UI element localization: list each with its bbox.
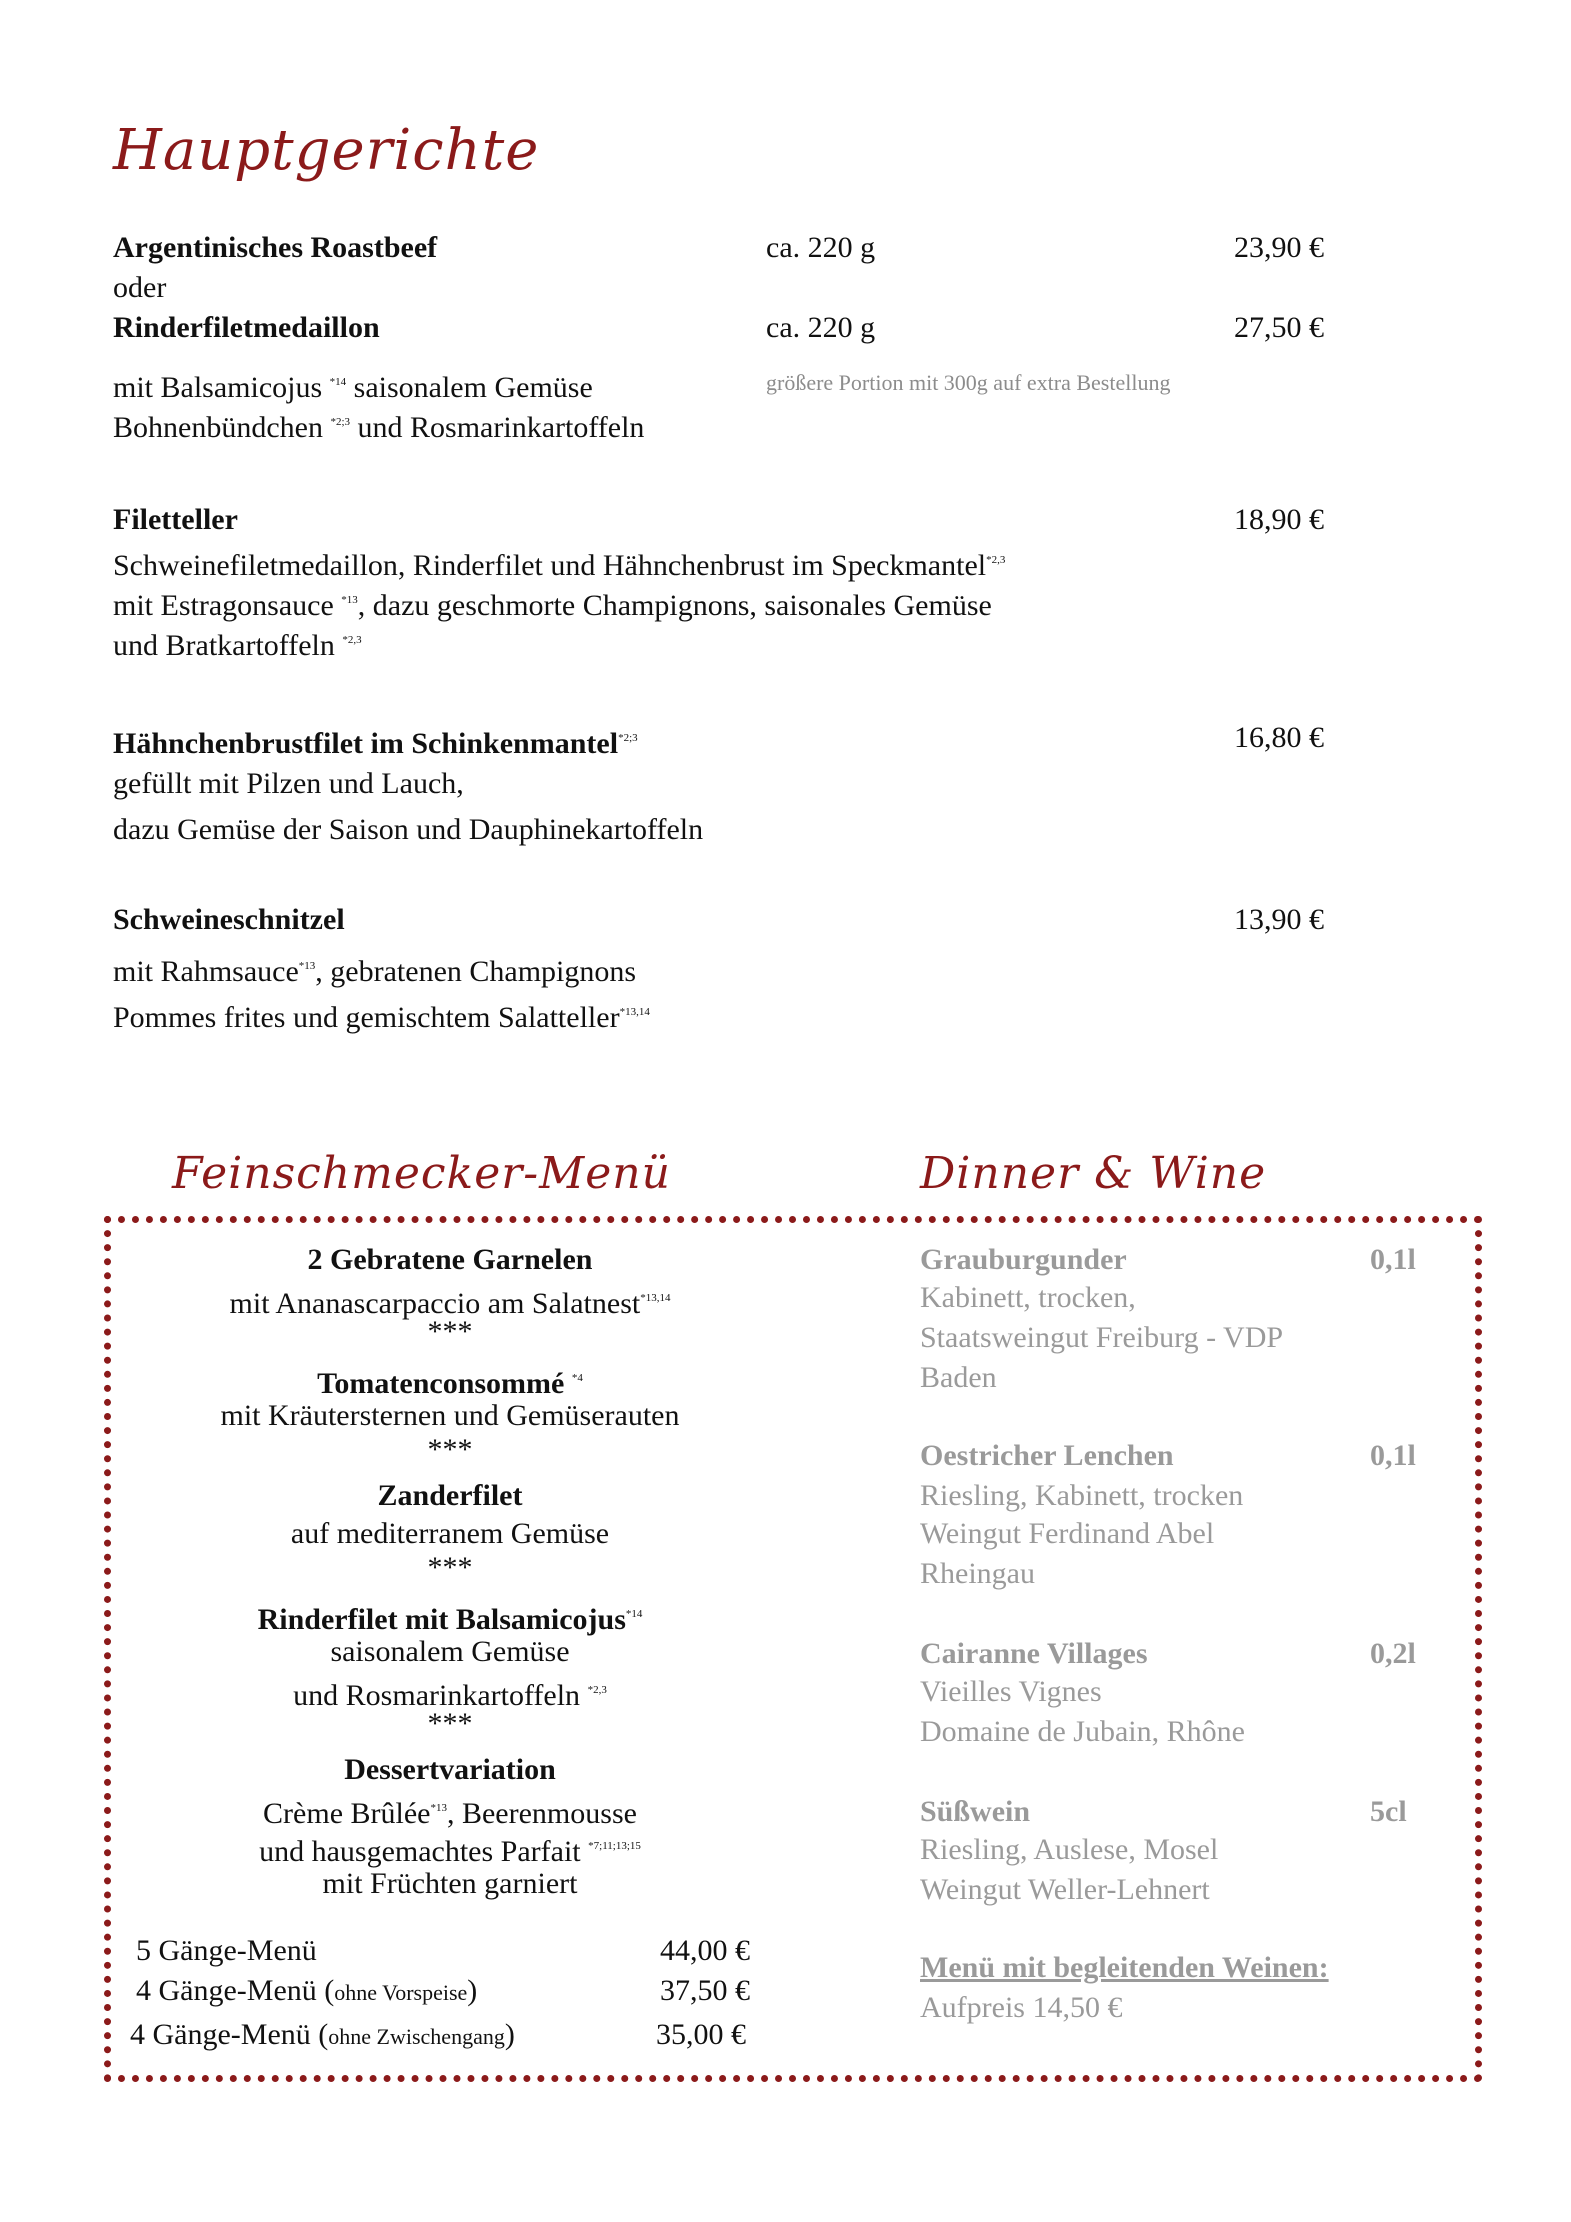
dish1-weight-a: ca. 220 g <box>766 231 876 264</box>
option3-note: ohne Zwischengang <box>328 2024 505 2049</box>
dish2-name: Filetteller <box>113 503 238 536</box>
dish1-note: größere Portion mit 300g auf extra Bestellung <box>766 370 1171 395</box>
allergen-mark: *13,14 <box>640 1292 671 1304</box>
dish4-desc-line2 <box>113 992 650 1038</box>
option2-close: ) <box>467 1974 478 2007</box>
option3-price: 35,00 € <box>656 2018 746 2051</box>
allergen-mark: *14 <box>625 1608 643 1620</box>
dish2-desc-line3 <box>113 620 362 666</box>
allergen-mark: *13 <box>341 594 358 606</box>
allergen-mark: *13,14 <box>619 1006 650 1018</box>
dish2-desc-2: mit Estragonsauce <box>113 589 334 622</box>
dish1-desc-line2 <box>113 402 644 448</box>
course3-desc: auf mediterranem Gemüse <box>290 1517 610 1550</box>
dish3-price: 16,80 € <box>1234 721 1324 754</box>
dish2-price: 18,90 € <box>1234 503 1324 536</box>
dish4-desc-1: mit Rahmsauce <box>113 955 299 988</box>
dish3-name: Hähnchenbrustfilet im Schinkenmantel <box>113 727 619 760</box>
wine-title: Dinner & Wine <box>920 1148 1267 1199</box>
dish1-price-a: 23,90 € <box>1234 231 1324 264</box>
separator-2: *** <box>427 1433 473 1466</box>
wine2-name: Oestricher Lenchen <box>920 1439 1174 1472</box>
option2-label <box>136 1974 477 2008</box>
option2-note: ohne Vorspeise <box>334 1980 468 2005</box>
dish2-desc-2b: , dazu geschmorte Champignons, saisonales Gemüse <box>357 589 992 622</box>
option2-price: 37,50 € <box>660 1974 750 2007</box>
allergen-mark: *13 <box>430 1802 447 1814</box>
wine2-line2: Weingut Ferdinand Abel <box>920 1517 1215 1550</box>
separator-3: *** <box>427 1551 473 1584</box>
dish3-desc-2: dazu Gemüse der Saison und Dauphinekartoffeln <box>113 813 704 846</box>
allergen-mark: *2,3 <box>587 1684 607 1696</box>
wine2-volume: 0,1l <box>1370 1439 1416 1472</box>
course5-desc-1a: Crème Brûlée <box>263 1797 431 1830</box>
wine1-line1: Kabinett, trocken, <box>920 1281 1136 1314</box>
dish3-name-line <box>113 718 638 764</box>
dish1-price-b: 27,50 € <box>1234 311 1324 344</box>
wine2-line3: Rheingau <box>920 1557 1035 1590</box>
course1-name: 2 Gebratene Garnelen <box>307 1243 593 1276</box>
course4-name: Rinderfilet mit Balsamicojus <box>257 1603 626 1636</box>
allergen-mark: *2,3 <box>342 634 362 646</box>
dish1-desc-2b: und Rosmarinkartoffeln <box>357 411 645 444</box>
wine4-line1: Riesling, Auslese, Mosel <box>920 1833 1219 1866</box>
course3-name: Zanderfilet <box>377 1479 523 1512</box>
allergen-mark: *7;11;13;15 <box>588 1840 641 1852</box>
course5-name: Dessertvariation <box>344 1753 556 1786</box>
allergen-mark: *2;3 <box>618 732 638 744</box>
separator-1: *** <box>427 1315 473 1348</box>
option3-main: 4 Gänge-Menü ( <box>130 2018 329 2051</box>
wine1-name: Grauburgunder <box>920 1243 1127 1276</box>
course4-desc-1: saisonalem Gemüse <box>330 1635 570 1668</box>
wine3-line1: Vieilles Vignes <box>920 1675 1102 1708</box>
dish4-desc-line1 <box>113 946 636 992</box>
option2-main: 4 Gänge-Menü ( <box>136 1974 335 2007</box>
wine3-name: Cairanne Villages <box>920 1637 1148 1670</box>
option3-label <box>130 2018 515 2052</box>
allergen-mark: *2,3 <box>986 554 1006 566</box>
dish1-name-b: Rinderfiletmedaillon <box>113 311 380 344</box>
course2-name: Tomatenconsommé <box>317 1367 565 1400</box>
wine4-name: Süßwein <box>920 1795 1031 1828</box>
main-title: Hauptgerichte <box>113 118 540 183</box>
dish1-desc-1b: saisonalem Gemüse <box>353 371 593 404</box>
pairing-price: Aufpreis 14,50 € <box>920 1991 1123 2024</box>
dish1-weight-b: ca. 220 g <box>766 311 876 344</box>
allergen-mark: *14 <box>329 376 347 388</box>
allergen-mark: *2;3 <box>330 416 351 428</box>
allergen-mark: *13 <box>298 960 316 972</box>
dish4-desc-2: Pommes frites und gemischtem Salatteller <box>113 1001 620 1034</box>
wine4-line2: Weingut Weller-Lehnert <box>920 1873 1210 1906</box>
dish3-desc-1: gefüllt mit Pilzen und Lauch, <box>113 767 464 800</box>
dish1-name-a: Argentinisches Roastbeef <box>113 231 438 264</box>
dish2-desc-3: und Bratkartoffeln <box>113 629 335 662</box>
pairing-title: Menü mit begleitenden Weinen: <box>920 1951 1329 1984</box>
dish2-desc-1: Schweinefiletmedaillon, Rinderfilet und Hähnchenbrust im Speckmantel <box>113 549 987 582</box>
separator-4: *** <box>427 1707 473 1740</box>
gourmet-title: Feinschmecker-Menü <box>172 1148 671 1199</box>
course2-desc: mit Kräutersternen und Gemüserauten <box>220 1399 680 1432</box>
option3-close: ) <box>504 2018 515 2051</box>
allergen-mark: *4 <box>571 1372 583 1384</box>
dish1-or: oder <box>113 271 167 304</box>
dish4-desc-1b: , gebratenen Champignons <box>315 955 637 988</box>
course4-desc-2: und Rosmarinkartoffeln <box>293 1679 581 1712</box>
course1-desc: mit Ananascarpaccio am Salatnest <box>229 1287 641 1320</box>
wine1-volume: 0,1l <box>1370 1243 1416 1276</box>
dish1-desc-1: mit Balsamicojus <box>113 371 323 404</box>
option1-label: 5 Gänge-Menü <box>136 1934 317 1967</box>
wine1-line2: Staatsweingut Freiburg - VDP <box>920 1321 1284 1354</box>
wine1-line3: Baden <box>920 1361 997 1394</box>
course5-desc-3: mit Früchten garniert <box>322 1867 578 1900</box>
course5-desc-2: und hausgemachtes Parfait <box>259 1835 581 1868</box>
option1-price: 44,00 € <box>660 1934 750 1967</box>
wine3-volume: 0,2l <box>1370 1637 1416 1670</box>
dish4-price: 13,90 € <box>1234 903 1324 936</box>
dish1-desc-2: Bohnenbündchen <box>113 411 323 444</box>
wine2-line1: Riesling, Kabinett, trocken <box>920 1479 1244 1512</box>
wine4-volume: 5cl <box>1370 1795 1407 1828</box>
course5-desc-1b: , Beerenmousse <box>446 1797 637 1830</box>
dish4-name: Schweineschnitzel <box>113 903 345 936</box>
wine3-line2: Domaine de Jubain, Rhône <box>920 1715 1245 1748</box>
